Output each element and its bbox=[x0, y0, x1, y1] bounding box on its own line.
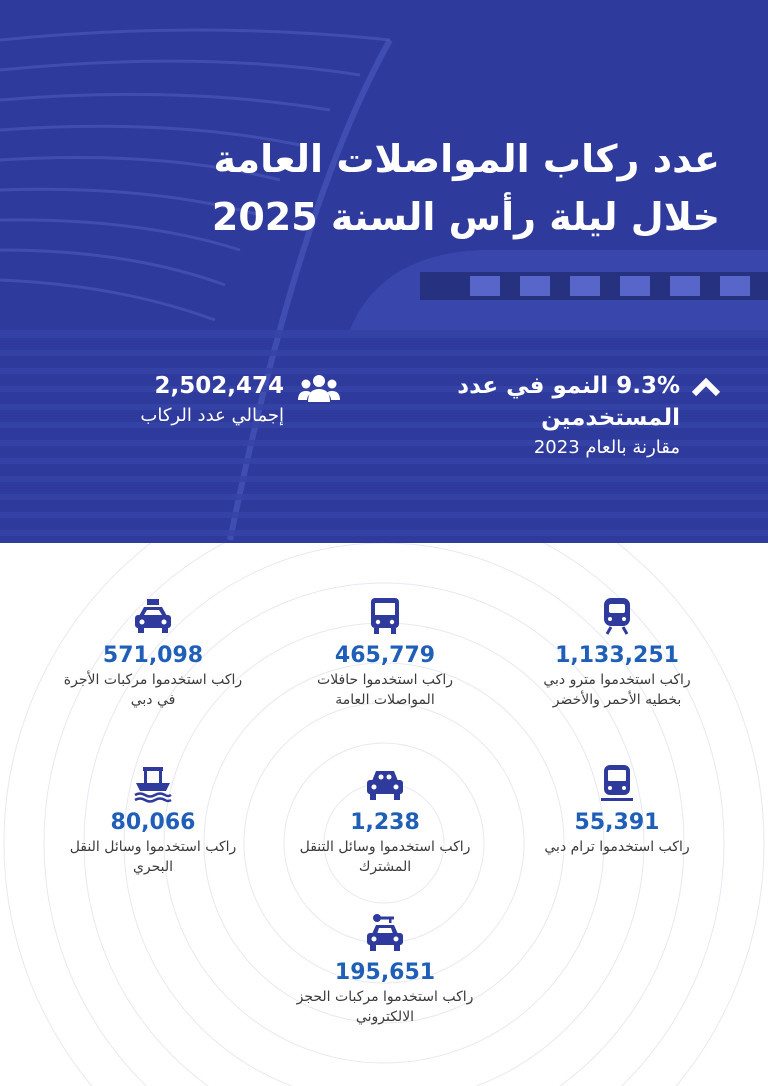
total-block bbox=[100, 370, 340, 430]
stat-tram bbox=[502, 763, 732, 857]
stat-value: 195,651 bbox=[334, 960, 436, 985]
stat-label: راكب استخدموا مركبات الحجز الالكتروني bbox=[296, 989, 474, 1025]
ehail-car-icon bbox=[363, 913, 407, 953]
stat-value: 1,133,251 bbox=[555, 643, 679, 668]
metro-icon bbox=[595, 596, 639, 636]
stat-bus bbox=[270, 596, 500, 710]
stat-value: 55,391 bbox=[574, 810, 660, 835]
page-title bbox=[160, 130, 720, 246]
stat-label: راكب استخدموا وسائل التنقل المشترك bbox=[299, 839, 471, 875]
stat-label: راكب استخدموا حافلات المواصلات العامة bbox=[317, 672, 453, 708]
stat-label: راكب استخدموا وسائل النقل البحري bbox=[69, 839, 237, 875]
stat-ehail bbox=[270, 913, 500, 1027]
stat-value: 571,098 bbox=[102, 643, 204, 668]
tram-icon bbox=[595, 763, 639, 803]
stat-shared-mobility bbox=[270, 763, 500, 877]
stat-label: راكب استخدموا ترام دبي bbox=[544, 839, 690, 855]
stat-label: راكب استخدموا مترو دبي بخطيه الأحمر والأخضر bbox=[543, 672, 691, 708]
title-line-2: خلال ليلة رأس السنة 2025 bbox=[211, 195, 720, 239]
stat-metro bbox=[502, 596, 732, 710]
growth-title: 9.3% النمو في عدد المستخدمين bbox=[457, 373, 680, 431]
stats-section bbox=[0, 543, 768, 1086]
total-label: إجمالي عدد الركاب bbox=[140, 405, 284, 426]
total-value: 2,502,474 bbox=[154, 373, 284, 399]
stat-taxi bbox=[38, 596, 268, 710]
people-icon bbox=[298, 372, 340, 404]
chevron-up-icon bbox=[692, 376, 720, 398]
stat-value: 1,238 bbox=[350, 810, 420, 835]
stat-value: 80,066 bbox=[110, 810, 196, 835]
bus-icon bbox=[363, 596, 407, 636]
growth-block bbox=[420, 370, 720, 462]
growth-subtitle: مقارنة بالعام 2023 bbox=[533, 437, 680, 458]
taxi-icon bbox=[131, 596, 175, 636]
boat-icon bbox=[131, 763, 175, 803]
stat-label: راكب استخدموا مركبات الأجرة في دبي bbox=[63, 672, 243, 708]
stat-marine bbox=[38, 763, 268, 877]
stat-value: 465,779 bbox=[334, 643, 436, 668]
shared-car-icon bbox=[363, 763, 407, 803]
title-line-1: عدد ركاب المواصلات العامة bbox=[213, 137, 720, 181]
